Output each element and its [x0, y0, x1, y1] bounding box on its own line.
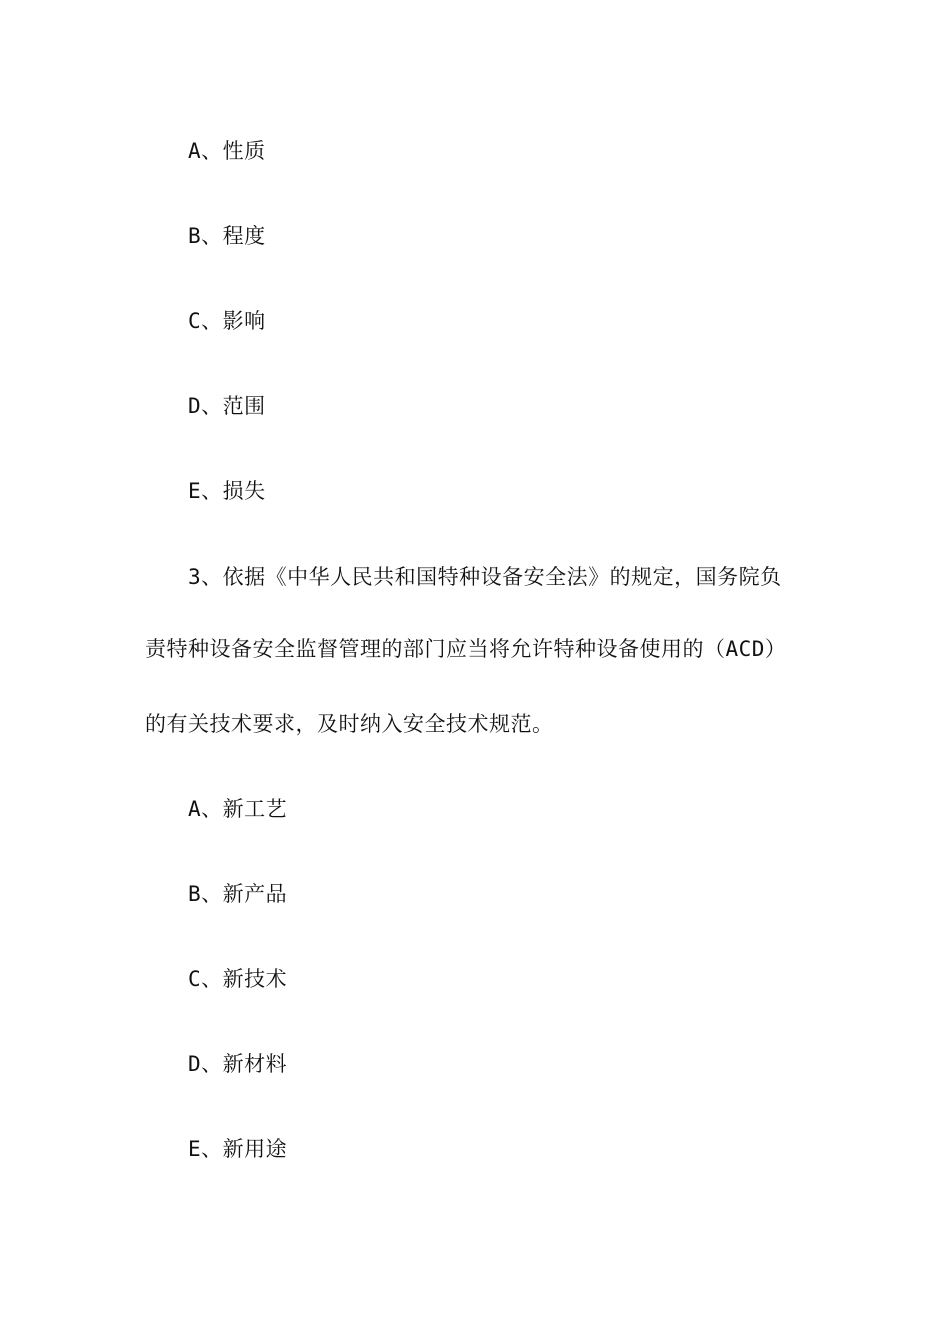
question-3-line-2: 责特种设备安全监督管理的部门应当将允许特种设备使用的（ACD）	[145, 637, 787, 661]
option-b: B、程度	[188, 224, 266, 248]
q3-option-b: B、新产品	[188, 882, 288, 906]
q3-option-e: E、新用途	[188, 1137, 288, 1161]
question-3-line-1: 3、依据《中华人民共和国特种设备安全法》的规定，国务院负	[188, 565, 782, 589]
option-a: A、性质	[188, 139, 266, 163]
option-e: E、损失	[188, 479, 266, 503]
q3-option-d: D、新材料	[188, 1052, 288, 1076]
q3-option-a: A、新工艺	[188, 797, 288, 821]
option-c: C、影响	[188, 309, 266, 333]
q3-option-c: C、新技术	[188, 967, 288, 991]
option-d: D、范围	[188, 394, 266, 418]
question-3-line-3: 的有关技术要求，及时纳入安全技术规范。	[145, 712, 554, 736]
